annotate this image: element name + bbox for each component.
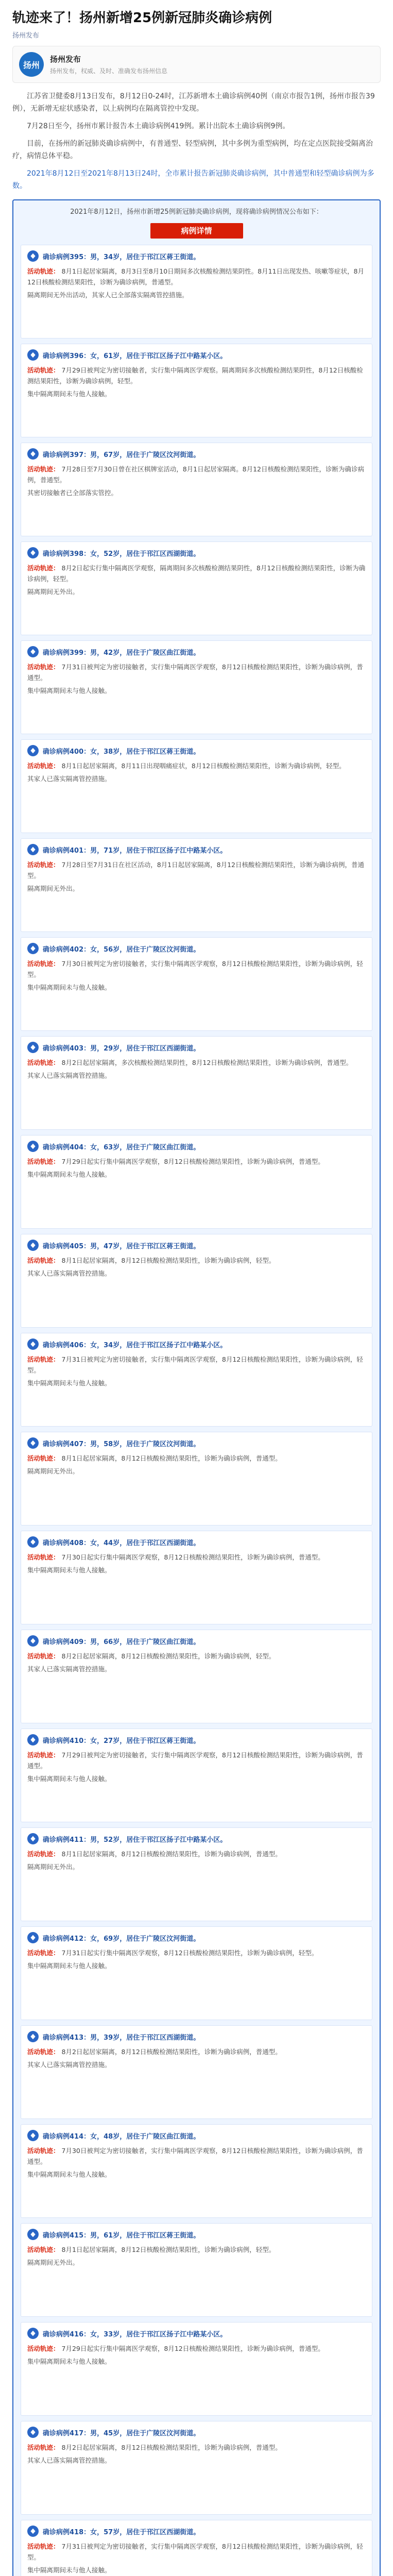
case-body [27,958,366,980]
case-marker-icon [27,1141,39,1152]
case-extra: 集中隔离期间未与他人接触。 [27,984,111,991]
case-marker-icon [27,2427,39,2438]
case-activity-label: 活动轨迹： [27,1059,60,1066]
case-activity-text: 7月31日被判定为密切接触者，实行集中隔离医学观察，8月12日核酸检测结果阳性，诊断为确诊病例，轻型。 [27,2543,363,2561]
case-card [21,1333,372,1427]
case-head [27,1338,366,1350]
case-title: 确诊病例401：男，71岁，居住于邗江区扬子江中路某小区。 [43,846,227,855]
case-head [27,1536,366,1548]
case-title: 确诊病例399：男，42岁，居住于广陵区曲江街道。 [43,649,200,657]
case-title: 确诊病例407：男，58岁，居住于广陵区汶河街道。 [43,1440,200,1448]
case-marker-icon [27,1042,39,1053]
case-head [27,1734,366,1745]
case-extra: 集中隔离期间未与他人接触。 [27,1171,111,1178]
case-body [27,1750,366,1771]
case-extra: 其家人已落实隔离管控措施。 [27,2456,111,2464]
case-card [21,443,372,536]
case-extra: 其家人已落实隔离管控措施。 [27,2061,111,2069]
case-activity-text: 7月30日起实行集中隔离医学观察，8月12日核酸检测结果阳性，诊断为确诊病例，普通型。 [61,1553,324,1561]
case-body [27,1651,366,1662]
case-head [27,1240,366,1251]
case-extra: 集中隔离期间未与他人接触。 [27,390,111,398]
case-card [21,1531,372,1624]
case-marker-icon [27,943,39,954]
case-title: 确诊病例405：男，47岁，居住于邗江区蒋王街道。 [43,1242,200,1250]
case-activity-label: 活动轨迹： [27,2345,60,2352]
case-activity-text: 7月30日被判定为密切接触者，实行集中隔离医学观察，8月12日核酸检测结果阳性，诊断为确诊病例，轻型。 [27,960,363,978]
case-activity-label: 活动轨迹： [27,1553,60,1561]
case-head [27,2229,366,2240]
case-card [21,1728,372,1822]
intro-paragraph-3: 目前，在扬州的新冠肺炎确诊病例中，有普通型、轻型病例，其中多例为重型病例，均在定点医院接受隔离治疗，病情总体平稳。 [12,140,373,160]
case-card [21,1926,372,2020]
case-title: 确诊病例409：男，66岁，居住于广陵区曲江街道。 [43,1638,200,1646]
case-marker-icon [27,1437,39,1449]
case-card [21,344,372,437]
case-marker-icon [27,1734,39,1745]
case-title: 确诊病例402：女，56岁，居住于广陵区汶河街道。 [43,945,200,954]
case-marker-icon [27,1932,39,1943]
case-activity-text: 7月29日起实行集中隔离医学观察，8月12日核酸检测结果阳性，诊断为确诊病例，普通型。 [61,2345,324,2352]
account-desc: 扬州发布，权威、及时、准确发布扬州信息 [50,67,168,75]
case-activity-text: 8月1日起居家隔离，8月3日至8月10日期间多次核酸检测结果阴性。8月11日出现发热、咳嗽等症状，8月12日核酸检测结果阳性，诊断为确诊病例，普通型。 [27,267,364,286]
case-activity-text: 8月1日起居家隔离，8月11日出现咽痛症状，8月12日核酸检测结果阳性，诊断为确诊病例，轻型。 [61,762,346,770]
case-body [27,266,366,287]
case-card [21,2421,372,2515]
case-activity-text: 8月2日起居家隔离，8月12日核酸检测结果阳性，诊断为确诊病例，普通型。 [61,2444,282,2451]
case-activity-label: 活动轨迹： [27,1158,60,1165]
case-head [27,745,366,756]
case-marker-icon [27,2526,39,2537]
case-head [27,844,366,855]
case-extra: 集中隔离期间未与他人接触。 [27,1379,111,1387]
case-head [27,1042,366,1053]
intro-paragraph-1: 江苏省卫健委8月13日发布，8月12日0-24时，江苏新增本土确诊病例40例（南京市报告1例，扬州市报告39例），无新增无症状感染者，以上病例均在隔离管控中发现。 [12,92,375,113]
case-title: 确诊病例412：女，69岁，居住于广陵区汶河街道。 [43,1935,200,1943]
case-extra: 集中隔离期间未与他人接触。 [27,1775,111,1783]
case-card [21,2223,372,2317]
source-link[interactable]: 扬州发布 [12,32,40,40]
case-card [21,2124,372,2218]
case-marker-icon [27,2130,39,2141]
case-activity-label: 活动轨迹： [27,663,60,671]
case-body [27,1453,366,1464]
case-body [27,1354,366,1376]
case-activity-text: 7月31日被判定为密切接触者，实行集中隔离医学观察，8月12日核酸检测结果阳性，诊断为确诊病例，普通型。 [27,663,363,682]
case-activity-label: 活动轨迹： [27,1949,60,1957]
case-head [27,448,366,460]
case-card [21,640,372,734]
case-activity-text: 8月2日起居家隔离，多次核酸检测结果阴性，8月12日核酸检测结果阳性，诊断为确诊病例，普通型。 [61,1059,353,1066]
intro [12,90,381,192]
case-activity-label: 活动轨迹： [27,2147,60,2155]
case-extra: 隔离期间无外出。 [27,885,79,892]
case-card [21,1827,372,1921]
case-activity-label: 活动轨迹： [27,2246,60,2253]
avatar [19,52,44,77]
case-activity-label: 活动轨迹： [27,564,60,572]
case-card [21,1630,372,1723]
case-marker-icon [27,547,39,558]
case-extra: 其家人已落实隔离管控措施。 [27,1072,111,1079]
article-title: 轨迹来了！扬州新增25例新冠肺炎确诊病例 [12,10,272,26]
case-body [27,2244,366,2255]
case-title: 确诊病例406：女，34岁，居住于邗江区扬子江中路某小区。 [43,1341,227,1349]
case-activity-label: 活动轨迹： [27,960,60,968]
case-card [21,2520,372,2576]
case-card [21,937,372,1031]
case-extra: 隔离期间无外出。 [27,1863,79,1871]
case-title: 确诊病例417：男，45岁，居住于广陵区汶河街道。 [43,2429,200,2437]
case-title: 确诊病例413：男，39岁，居住于邗江区西湖街道。 [43,2033,200,2042]
case-title: 确诊病例411：男，52岁，居住于邗江区扬子江中路某小区。 [43,1836,227,1844]
case-list [21,245,372,2576]
case-card [21,1036,372,1130]
case-title: 确诊病例396：女，61岁，居住于邗江区扬子江中路某小区。 [43,352,227,360]
case-activity-label: 活动轨迹： [27,1355,60,1363]
case-marker-icon [27,745,39,756]
case-card [21,1432,372,1526]
case-body [27,1156,366,1167]
case-marker-icon [27,1536,39,1548]
case-head [27,943,366,954]
section-tag: 病例详情 [150,223,243,239]
case-marker-icon [27,1635,39,1647]
case-activity-text: 8月2日起实行集中隔离医学观察，隔离期间多次核酸检测结果阴性，8月12日核酸检测结果阳性，诊断为确诊病例，轻型。 [27,564,366,583]
case-marker-icon [27,250,39,262]
case-extra: 隔离期间无外出活动，其家人已全部落实隔离管控措施。 [27,291,189,299]
case-card [21,739,372,833]
case-marker-icon [27,1338,39,1350]
case-marker-icon [27,1240,39,1251]
case-body [27,2343,366,2354]
case-card [21,838,372,932]
case-marker-icon [27,2031,39,2042]
case-head [27,547,366,558]
intro-paragraph-4: 2021年8月12日至2021年8月13日24时，全市累计报告新冠肺炎确诊病例，其中普通型和轻型确诊病例为多数。 [12,170,374,190]
case-head [27,1141,366,1152]
case-marker-icon [27,646,39,657]
case-head [27,646,366,657]
case-activity-text: 7月30日被判定为密切接触者，实行集中隔离医学观察，8月12日核酸检测结果阳性，诊断为确诊病例，普通型。 [27,2147,363,2165]
case-activity-text: 8月2日起居家隔离，8月12日核酸检测结果阳性，诊断为确诊病例，轻型。 [61,1652,276,1660]
case-activity-label: 活动轨迹： [27,2048,60,2056]
case-body [27,365,366,386]
case-extra: 其密切接触者已全部落实管控。 [27,489,118,497]
case-activity-text: 7月31日被判定为密切接触者，实行集中隔离医学观察，8月12日核酸检测结果阳性，诊断为确诊病例，轻型。 [27,1355,363,1374]
case-body [27,1255,366,1266]
case-body [27,464,366,485]
case-head [27,1635,366,1647]
case-activity-label: 活动轨迹： [27,465,60,473]
case-title: 确诊病例408：女，44岁，居住于邗江区西湖街道。 [43,1539,200,1547]
case-activity-label: 活动轨迹： [27,267,60,275]
case-activity-label: 活动轨迹： [27,1751,60,1759]
case-head [27,2328,366,2339]
account-text [50,54,167,75]
case-marker-icon [27,349,39,361]
case-body [27,563,366,584]
case-activity-text: 7月29日起实行集中隔离医学观察，8月12日核酸检测结果阳性，诊断为确诊病例，普通型。 [61,1158,324,1165]
case-activity-text: 8月1日起居家隔离，8月12日核酸检测结果阳性，诊断为确诊病例，普通型。 [61,1454,282,1462]
case-extra: 集中隔离期间未与他人接触。 [27,1566,111,1574]
case-title: 确诊病例403：男，29岁，居住于邗江区西湖街道。 [43,1044,200,1053]
case-activity-label: 活动轨迹： [27,2543,60,2550]
case-body [27,760,366,771]
case-activity-text: 8月1日起居家隔离，8月12日核酸检测结果阳性，诊断为确诊病例，轻型。 [61,1257,276,1264]
case-activity-label: 活动轨迹： [27,1257,60,1264]
case-head [27,2526,366,2537]
case-title: 确诊病例400：女，38岁，居住于邗江区蒋王街道。 [43,748,200,756]
case-extra: 其家人已落实隔离管控措施。 [27,1665,111,1673]
case-body [27,1849,366,1859]
case-title: 确诊病例410：女，27岁，居住于邗江区蒋王街道。 [43,1737,200,1745]
case-body [27,1057,366,1068]
case-activity-text: 7月29日被判定为密切接触者，实行集中隔离医学观察。隔离期间多次核酸检测结果阴性，8月12日核酸检测结果阳性，诊断为确诊病例，轻型。 [27,366,363,385]
case-extra: 隔离期间无外出。 [27,2259,79,2266]
case-extra: 集中隔离期间未与他人接触。 [27,687,111,694]
case-title: 确诊病例414：女，48岁，居住于广陵区曲江街道。 [43,2132,200,2141]
case-head [27,250,366,262]
case-marker-icon [27,448,39,460]
case-activity-text: 7月28日至7月30日曾在社区棋牌室活动，8月1日起居家隔离。8月12日核酸检测结果阳性，诊断为确诊病例，普通型。 [27,465,364,484]
case-extra: 集中隔离期间未与他人接触。 [27,2171,111,2178]
case-card [21,2025,372,2119]
case-activity-text: 8月2日起居家隔离，8月12日核酸检测结果阳性，诊断为确诊病例，普通型。 [61,2048,282,2056]
case-extra: 隔离期间无外出。 [27,1467,79,1475]
case-card [21,541,372,635]
case-head [27,349,366,361]
case-marker-icon [27,2328,39,2339]
case-card [21,1234,372,1328]
case-head [27,2130,366,2141]
account-name: 扬州发布 [50,55,81,64]
case-body [27,1552,366,1563]
case-extra: 集中隔离期间未与他人接触。 [27,1962,111,1970]
case-activity-text: 8月1日起居家隔离，8月12日核酸检测结果阳性，诊断为确诊病例，普通型。 [61,1850,282,1858]
case-activity-text: 7月28日至7月31日在社区活动，8月1日起居家隔离，8月12日核酸检测结果阳性，诊断为确诊病例，普通型。 [27,861,364,879]
case-title: 确诊病例395：男，34岁，居住于邗江区蒋王街道。 [43,253,200,261]
case-head [27,1932,366,1943]
account-card[interactable] [12,46,381,83]
case-extra: 其家人已落实隔离管控措施。 [27,775,111,783]
case-extra: 集中隔离期间未与他人接触。 [27,2358,111,2365]
case-card [21,1135,372,1229]
case-title: 确诊病例404：女，63岁，居住于广陵区曲江街道。 [43,1143,200,1151]
case-activity-text: 8月1日起居家隔离，8月12日核酸检测结果阳性，诊断为确诊病例，轻型。 [61,2246,276,2253]
case-marker-icon [27,1833,39,1844]
case-head [27,2031,366,2042]
cases-box [12,199,381,2576]
case-activity-label: 活动轨迹： [27,366,60,374]
case-body [27,2145,366,2167]
case-card [21,245,372,338]
case-card [21,2322,372,2416]
case-body [27,1947,366,1958]
case-marker-icon [27,2229,39,2240]
case-body [27,2046,366,2057]
intro-paragraph-2: 7月28日至今，扬州市累计报告本土确诊病例419例。累计出院本土确诊病例9例。 [27,122,290,130]
case-body [27,859,366,881]
case-title: 确诊病例397：男，67岁，居住于广陵区汶河街道。 [43,451,200,459]
case-title: 确诊病例418：女，57岁，居住于邗江区西湖街道。 [43,2528,200,2536]
case-activity-label: 活动轨迹： [27,2444,60,2451]
case-head [27,2427,366,2438]
case-body [27,2541,366,2563]
avatar-text: 扬州 [23,60,40,70]
case-activity-label: 活动轨迹： [27,861,60,869]
case-activity-text: 7月29日被判定为密切接触者，实行集中隔离医学观察，8月12日核酸检测结果阳性，诊断为确诊病例，普通型。 [27,1751,363,1770]
case-extra: 其家人已落实隔离管控措施。 [27,1269,111,1277]
case-activity-label: 活动轨迹： [27,1454,60,1462]
case-body [27,2442,366,2453]
case-activity-text: 7月31日起实行集中隔离医学观察，8月12日核酸检测结果阳性，诊断为确诊病例，轻型。 [61,1949,318,1957]
case-activity-label: 活动轨迹： [27,1850,60,1858]
case-body [27,662,366,683]
case-marker-icon [27,844,39,855]
case-head [27,1833,366,1844]
case-title: 确诊病例415：男，61岁，居住于邗江区蒋王街道。 [43,2231,200,2240]
cases-lead: 2021年8月12日，扬州市新增25例新冠肺炎确诊病例，现将确诊病例情况公布如下： [70,208,323,216]
case-title: 确诊病例416：女，33岁，居住于邗江区扬子江中路某小区。 [43,2330,227,2338]
case-title: 确诊病例398：女，52岁，居住于邗江区西湖街道。 [43,550,200,558]
case-extra: 集中隔离期间未与他人接触。 [27,2566,111,2574]
case-extra: 隔离期间无外出。 [27,588,79,596]
case-head [27,1437,366,1449]
case-activity-label: 活动轨迹： [27,1652,60,1660]
case-activity-label: 活动轨迹： [27,762,60,770]
